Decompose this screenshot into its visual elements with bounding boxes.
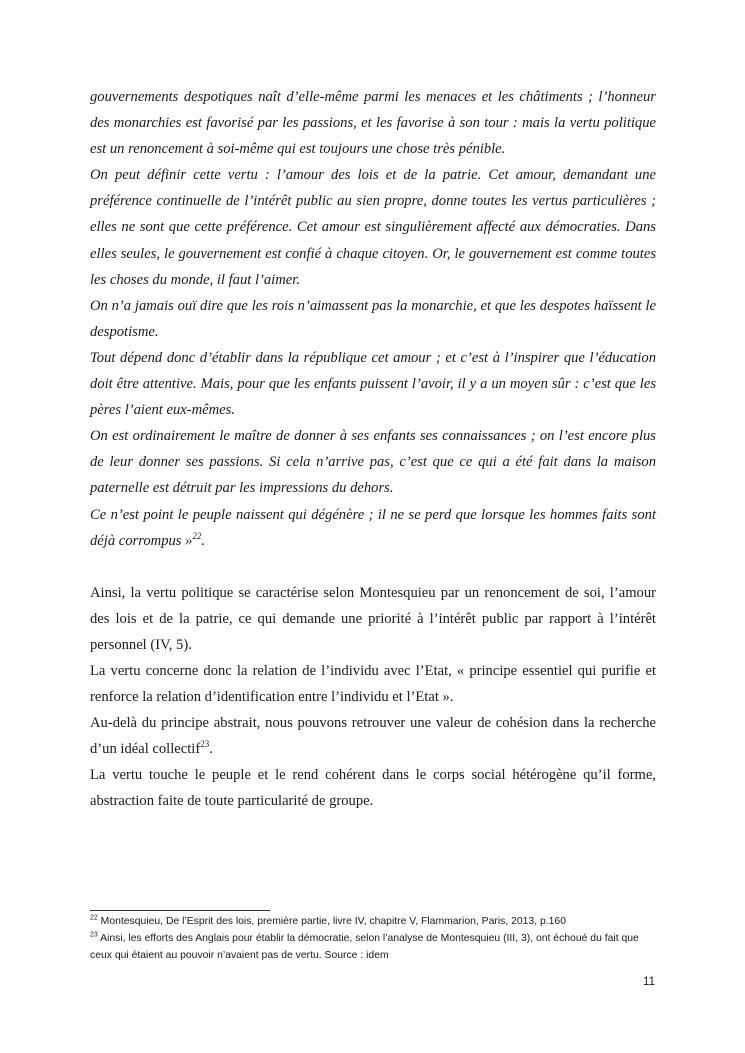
body-text-span: Au-delà du principe abstrait, nous pouvons retrouver une valeur de cohésion dans la recherche d’un idéal collectif	[90, 715, 656, 758]
body-paragraph: Ainsi, la vertu politique se caractérise selon Montesquieu par un renoncement de soi, l’amour des lois et de la patrie, ce qui demande une priorité à l’intérêt public par rapport à l’intérêt personnel (IV, 5).	[90, 584, 656, 653]
footnote-ref-23[interactable]: 23	[200, 739, 210, 750]
body-paragraph: La vertu touche le peuple et le rend cohérent dans le corps social hétérogène qu’il forme, abstraction faite de toute particularité de groupe.	[90, 767, 656, 810]
footnote-text: Montesquieu, De l’Esprit des lois, première partie, livre IV, chapitre V, Flammarion, Paris, 2013, p.160	[97, 916, 566, 927]
quotation-block	[90, 84, 656, 554]
body-end: .	[209, 741, 213, 758]
quote-text: Ce n’est point le peuple naissent qui dégénère ; il ne se perd que lorsque les hommes faits sont déjà corrompus »	[90, 506, 656, 549]
quote-end: .	[201, 532, 206, 549]
quote-paragraph	[90, 502, 656, 554]
footnote-number: 22	[90, 914, 98, 922]
footnote-23	[90, 930, 656, 964]
body-paragraph	[90, 710, 656, 762]
quote-paragraph: Tout dépend donc d’établir dans la république cet amour ; et c’est à l’inspirer que l’éducation doit être attentive. Mais, pour que les enfants puissent l’avoir, il y a un moyen sûr : c’est que les pères l’aient eux-mêmes.	[90, 349, 656, 419]
body-paragraph: La vertu concerne donc la relation de l’individu avec l’Etat, « principe essentiel qui purifie et renforce la relation d’identification entre l’individu et l’Etat ».	[90, 662, 656, 706]
footnote-text: Ainsi, les efforts des Anglais pour établir la démocratie, selon l’analyse de Montesquieu (III, 3), ont échoué du fait que ceux qui étaient au pouvoir n’avaient pas de vertu. Source : idem	[90, 933, 639, 961]
quote-paragraph: gouvernements despotiques naît d’elle-même parmi les menaces et les châtiments ; l’honneur des monarchies est favorisé par les passions, et les favorise à son tour : mais la vertu politique est un renoncement à soi-même qui est toujours une chose très pénible.	[90, 89, 656, 158]
quote-paragraph: On peut définir cette vertu : l’amour des lois et de la patrie. Cet amour, demandant une préférence continuelle de l’intérêt public au sien propre, donne toutes les vertus particulières ; elles ne sont que cette préférence. Cet amour est singulièrement affecté aux démocraties. Dans elles seules, le gouvernement est confié à chaque citoyen. Or, le gouvernement est comme toutes les choses du monde, il faut l’aimer.	[90, 167, 656, 288]
page-number: 11	[643, 976, 655, 988]
quote-paragraph: On n’a jamais ouï dire que les rois n’aimassent pas la monarchie, et que les despotes haïssent le despotisme.	[90, 297, 656, 340]
footnote-ref-22[interactable]: 22	[192, 530, 202, 541]
page-content	[90, 84, 656, 815]
footnote-22	[90, 913, 656, 930]
footnote-separator	[90, 910, 270, 911]
footnotes	[90, 913, 656, 964]
body-text	[90, 580, 656, 815]
quote-paragraph: On est ordinairement le maître de donner à ses enfants ses connaissances ; on l’est encore plus de leur donner ses passions. Si cela n’arrive pas, c’est que ce qui a été fait dans la maison paternelle est détruit par les impressions du dehors.	[90, 428, 656, 497]
footnote-number: 23	[90, 931, 98, 939]
